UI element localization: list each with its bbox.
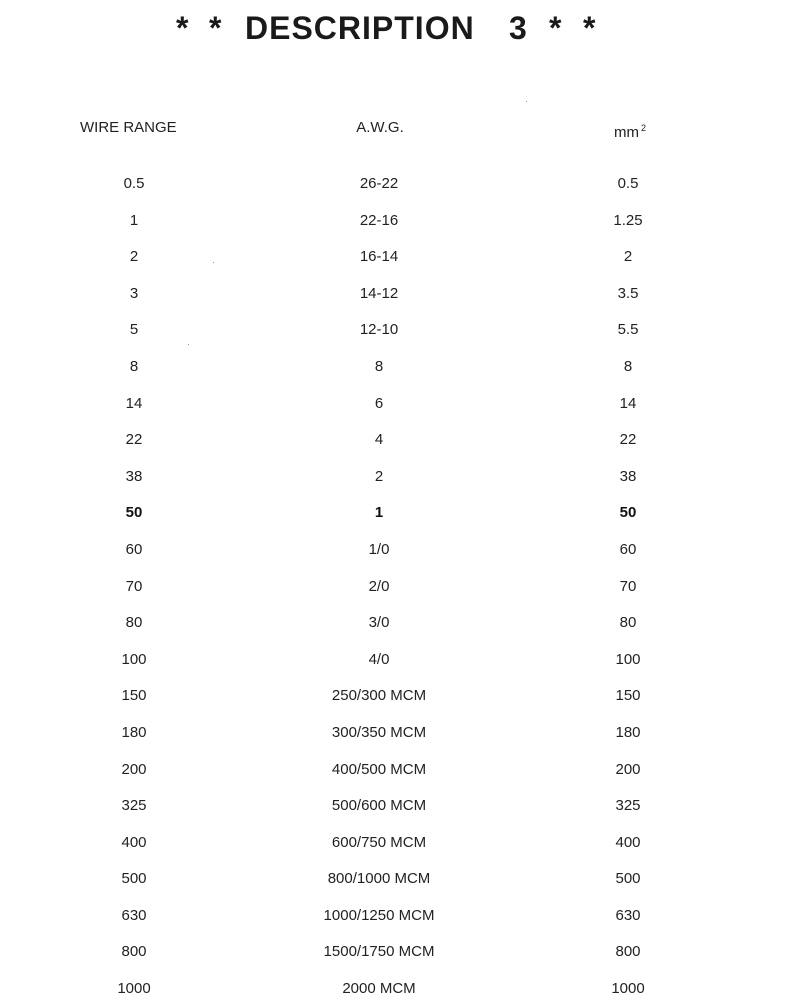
table-row <box>0 495 800 532</box>
cell-awg: 2 <box>374 467 384 485</box>
cell-wire-range: 800 <box>121 943 147 961</box>
table-row <box>0 422 800 459</box>
cell-wire-range: 150 <box>121 687 147 705</box>
cell-awg: 12-10 <box>359 321 399 339</box>
cell-wire-range: 5 <box>129 321 139 339</box>
cell-wire-range: 14 <box>125 394 143 412</box>
scan-speck <box>526 101 527 102</box>
cell-wire-range: 70 <box>125 577 143 595</box>
cell-awg: 3/0 <box>368 614 390 632</box>
table-row <box>0 715 800 752</box>
cell-mm2: 500 <box>615 870 641 888</box>
cell-wire-range: 630 <box>121 906 147 924</box>
cell-awg: 26-22 <box>359 175 399 192</box>
cell-mm2: 8 <box>623 357 633 375</box>
table-row <box>0 532 800 569</box>
wire-table-body <box>0 166 800 1008</box>
cell-wire-range: 8 <box>129 357 139 375</box>
cell-wire-range: 500 <box>121 870 147 888</box>
table-row <box>0 203 800 240</box>
table-row <box>0 312 800 349</box>
table-row <box>0 642 800 679</box>
cell-wire-range: 1 <box>129 211 139 229</box>
cell-awg: 14-12 <box>359 284 399 302</box>
cell-wire-range: 80 <box>125 614 143 632</box>
cell-mm2: 630 <box>615 906 641 924</box>
table-row <box>0 934 800 971</box>
cell-wire-range: 38 <box>125 467 143 485</box>
cell-wire-range: 200 <box>121 760 147 778</box>
cell-mm2: 150 <box>615 687 641 705</box>
cell-awg: 1 <box>374 504 384 522</box>
header-wire-range: WIRE RANGE <box>80 119 177 136</box>
cell-mm2: 200 <box>615 760 641 778</box>
table-row <box>0 971 800 1008</box>
cell-wire-range: 180 <box>121 723 147 741</box>
title-asterisk: * <box>209 10 222 46</box>
table-row <box>0 861 800 898</box>
header-awg: A.W.G. <box>356 119 404 136</box>
table-row <box>0 678 800 715</box>
title-asterisk: * <box>176 10 189 46</box>
cell-wire-range: 400 <box>121 833 147 851</box>
scan-speck <box>213 262 214 263</box>
header-mm-unit: mm <box>613 124 639 141</box>
cell-wire-range: 3 <box>129 284 139 302</box>
title-word: DESCRIPTION <box>245 10 475 46</box>
cell-wire-range: 100 <box>121 650 147 668</box>
cell-mm2: 38 <box>619 467 637 485</box>
title-asterisk: * <box>549 10 562 46</box>
cell-awg: 400/500 MCM <box>331 760 427 778</box>
cell-mm2: 14 <box>619 394 637 412</box>
table-header <box>0 116 800 140</box>
table-row <box>0 239 800 276</box>
cell-awg: 250/300 MCM <box>331 687 427 705</box>
cell-mm2: 60 <box>619 540 637 558</box>
header-mm-superscript: 2 <box>640 123 646 133</box>
cell-mm2: 70 <box>619 577 637 595</box>
cell-mm2: 800 <box>615 943 641 961</box>
cell-awg: 2000 MCM <box>342 980 416 998</box>
cell-awg: 16-14 <box>359 248 399 266</box>
table-row <box>0 166 800 203</box>
title-number: 3 <box>509 10 527 46</box>
cell-mm2: 1000 <box>611 980 645 998</box>
scan-speck <box>188 344 189 345</box>
cell-awg: 500/600 MCM <box>331 797 427 815</box>
cell-wire-range: 22 <box>125 431 143 449</box>
cell-mm2: 50 <box>619 504 637 522</box>
table-row <box>0 459 800 496</box>
table-row <box>0 898 800 935</box>
cell-awg: 2/0 <box>368 577 390 595</box>
table-row <box>0 276 800 313</box>
header-mm2 <box>560 116 700 145</box>
cell-awg: 600/750 MCM <box>331 833 427 851</box>
cell-mm2: 0.5 <box>617 175 639 192</box>
cell-mm2: 1.25 <box>613 211 643 229</box>
cell-awg: 4 <box>374 431 384 449</box>
table-row <box>0 788 800 825</box>
cell-mm2: 180 <box>615 723 641 741</box>
cell-awg: 22-16 <box>359 211 399 229</box>
cell-wire-range: 60 <box>125 540 143 558</box>
table-row <box>0 569 800 606</box>
cell-mm2: 400 <box>615 833 641 851</box>
cell-mm2: 325 <box>615 797 641 815</box>
cell-awg: 1/0 <box>368 540 390 558</box>
cell-awg: 800/1000 MCM <box>327 870 431 888</box>
table-row <box>0 386 800 423</box>
cell-mm2: 3.5 <box>617 284 639 302</box>
cell-mm2: 100 <box>615 650 641 668</box>
cell-awg: 4/0 <box>368 650 390 668</box>
page-title <box>0 6 800 50</box>
cell-awg: 8 <box>374 357 384 375</box>
cell-mm2: 80 <box>619 614 637 632</box>
cell-awg: 1000/1250 MCM <box>323 906 435 924</box>
cell-awg: 300/350 MCM <box>331 723 427 741</box>
table-row <box>0 752 800 789</box>
cell-wire-range: 0.5 <box>123 175 145 192</box>
cell-awg: 1500/1750 MCM <box>323 943 435 961</box>
cell-mm2: 22 <box>619 431 637 449</box>
title-asterisk: * <box>583 10 596 46</box>
cell-wire-range: 2 <box>129 248 139 266</box>
cell-mm2: 2 <box>623 248 633 266</box>
cell-mm2: 5.5 <box>617 321 639 339</box>
cell-wire-range: 1000 <box>117 980 151 998</box>
table-row <box>0 605 800 642</box>
cell-wire-range: 50 <box>125 504 143 522</box>
cell-awg: 6 <box>374 394 384 412</box>
cell-wire-range: 325 <box>121 797 147 815</box>
table-row <box>0 349 800 386</box>
table-row <box>0 825 800 862</box>
